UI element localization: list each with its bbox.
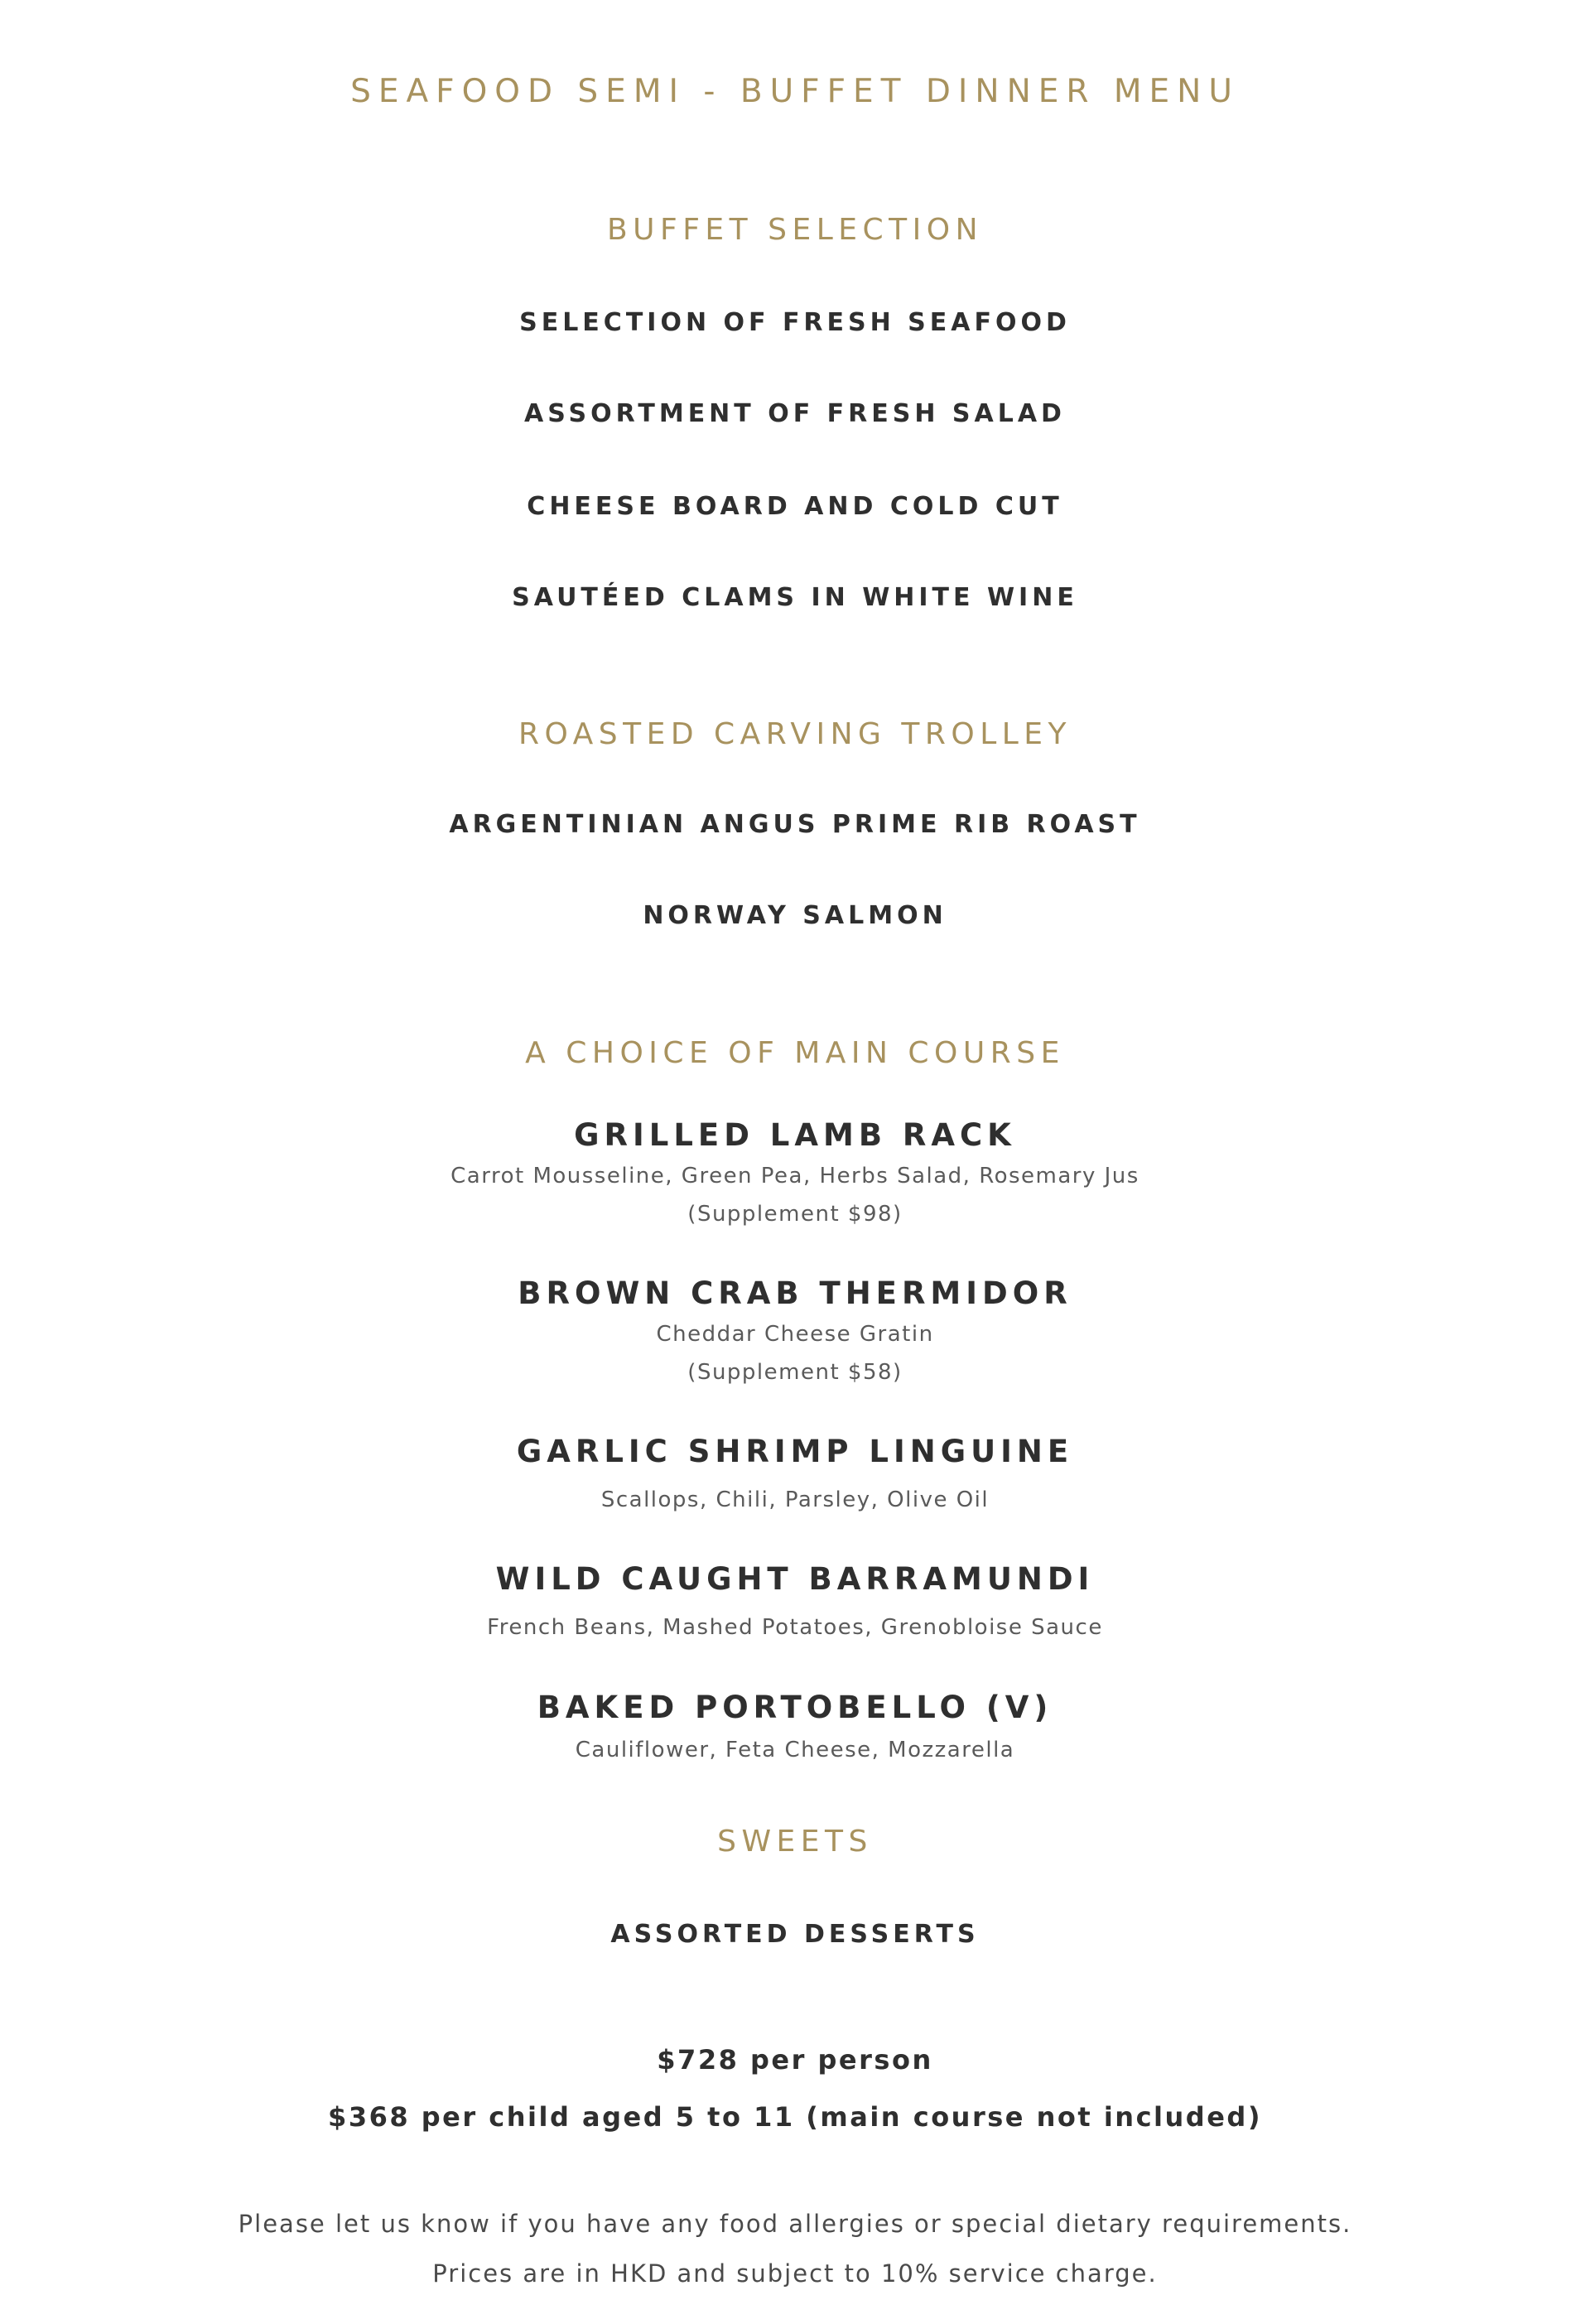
- main-dish-supplement: (Supplement $58): [687, 1360, 903, 1385]
- main-dish-description: French Beans, Mashed Potatoes, Grenobloise Sauce: [487, 1615, 1103, 1640]
- menu-title: SEAFOOD SEMI - BUFFET DINNER MENU: [350, 73, 1240, 110]
- sweets-item: ASSORTED DESSERTS: [610, 1920, 980, 1949]
- buffet-item: SELECTION OF FRESH SEAFOOD: [519, 308, 1071, 337]
- main-dish-name: BROWN CRAB THERMIDOR: [518, 1275, 1072, 1311]
- adult-price: $728 per person: [657, 2044, 933, 2076]
- main-dish-description: Cauliflower, Feta Cheese, Mozzarella: [575, 1738, 1015, 1762]
- section-heading-carving-trolley: ROASTED CARVING TROLLEY: [518, 717, 1072, 751]
- child-price: $368 per child aged 5 to 11 (main course not included): [328, 2101, 1262, 2133]
- main-dish-name: GRILLED LAMB RACK: [574, 1117, 1016, 1153]
- allergy-note: Please let us know if you have any food allergies or special dietary requirements.: [238, 2210, 1352, 2238]
- buffet-item: ASSORTMENT OF FRESH SALAD: [524, 399, 1066, 428]
- section-heading-sweets: SWEETS: [717, 1825, 873, 1859]
- main-dish-description: Carrot Mousseline, Green Pea, Herbs Salad, Rosemary Jus: [450, 1164, 1140, 1189]
- carving-item: ARGENTINIAN ANGUS PRIME RIB ROAST: [449, 810, 1141, 839]
- carving-item: NORWAY SALMON: [643, 901, 947, 930]
- section-heading-buffet-selection: BUFFET SELECTION: [606, 213, 984, 247]
- main-dish-name: BAKED PORTOBELLO (V): [537, 1690, 1053, 1725]
- section-heading-main-course: A CHOICE OF MAIN COURSE: [525, 1036, 1065, 1070]
- buffet-item: CHEESE BOARD AND COLD CUT: [527, 492, 1063, 521]
- main-dish-description: Cheddar Cheese Gratin: [656, 1322, 934, 1347]
- main-dish-name: GARLIC SHRIMP LINGUINE: [516, 1434, 1074, 1469]
- buffet-item: SAUTÉED CLAMS IN WHITE WINE: [512, 583, 1078, 612]
- service-charge-note: Prices are in HKD and subject to 10% service charge.: [432, 2259, 1158, 2288]
- main-dish-name: WILD CAUGHT BARRAMUNDI: [495, 1561, 1095, 1597]
- main-dish-description: Scallops, Chili, Parsley, Olive Oil: [600, 1487, 990, 1512]
- main-dish-supplement: (Supplement $98): [687, 1202, 903, 1227]
